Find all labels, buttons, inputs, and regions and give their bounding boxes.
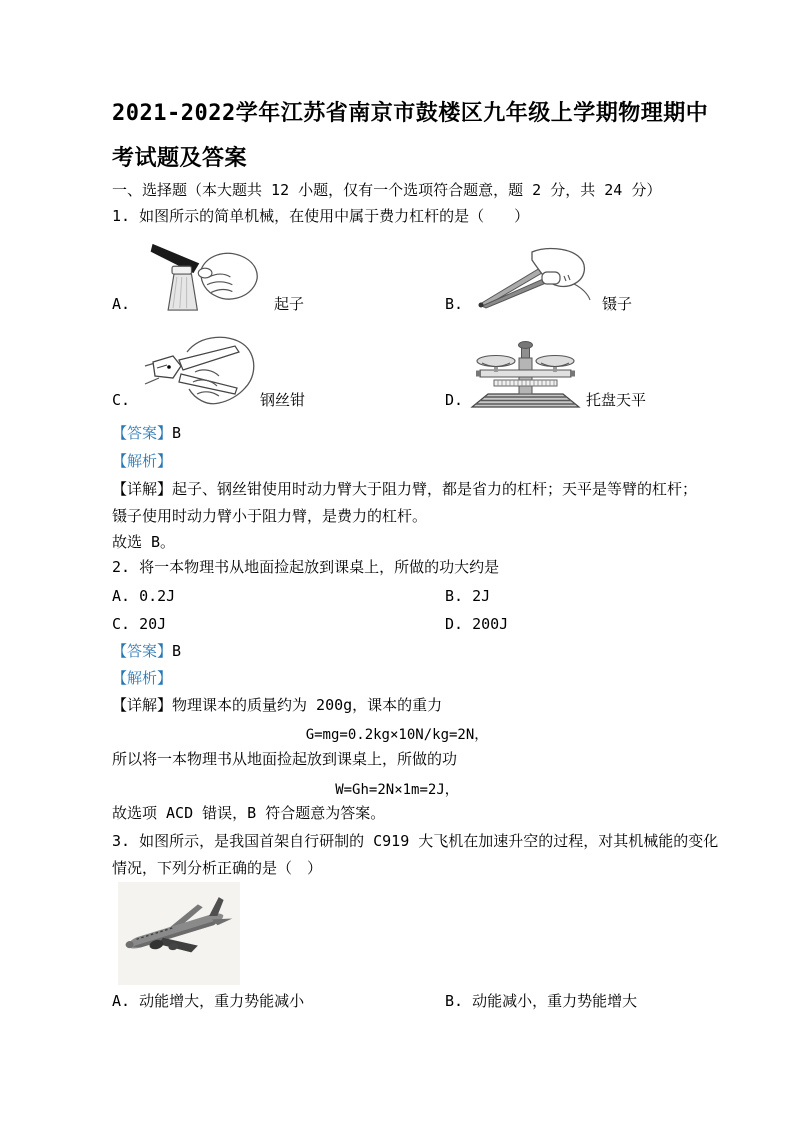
q3-option-b: B. 动能减小，重力势能增大 bbox=[445, 992, 638, 1010]
document-title-line1: 2021-2022学年江苏省南京市鼓楼区九年级上学期物理期中 bbox=[112, 101, 709, 126]
balance-scale-icon bbox=[468, 334, 583, 410]
section-header: 一、选择题（本大题共 12 小题，仅有一个选项符合题意，题 2 分，共 24 分） bbox=[112, 181, 662, 199]
q2-option-d: D. 200J bbox=[445, 615, 509, 633]
q1-option-c-caption: 钢丝钳 bbox=[260, 391, 306, 409]
bottle-opener-icon bbox=[150, 240, 268, 312]
q2-answer-value: B bbox=[172, 642, 182, 660]
q1-detail-line1: 【详解】起子、钢丝钳使用时动力臂大于阻力臂，都是省力的杠杆；天平是等臂的杠杆； bbox=[112, 480, 698, 498]
q1-option-d-label: D. bbox=[445, 391, 464, 409]
q3-stem-line2: 情况，下列分析正确的是（ ） bbox=[112, 859, 323, 877]
q2-answer-tag: 【答案】 bbox=[112, 642, 173, 660]
q2-option-a: A. 0.2J bbox=[112, 587, 176, 605]
q2-stem: 2. 将一本物理书从地面捡起放到课桌上，所做的功大约是 bbox=[112, 558, 500, 576]
q3-option-a: A. 动能增大，重力势能减小 bbox=[112, 992, 305, 1010]
q2-formula-gravity: G=mg=0.2kg×10N/kg=2N， bbox=[305, 727, 489, 743]
q1-option-c-label: C. bbox=[112, 391, 131, 409]
q1-analysis-tag: 【解析】 bbox=[112, 452, 173, 470]
q1-option-a-label: A. bbox=[112, 295, 131, 313]
q2-conclusion: 故选项 ACD 错误，B 符合题意为答案。 bbox=[112, 804, 386, 822]
q2-option-b: B. 2J bbox=[445, 587, 491, 605]
q1-answer-line bbox=[112, 425, 181, 442]
q3-stem-line1: 3. 如图所示，是我国首架自行研制的 C919 大飞机在加速升空的过程，对其机械能的变化 bbox=[112, 832, 719, 850]
q1-answer-tag: 【答案】 bbox=[112, 424, 173, 442]
wire-pliers-figure bbox=[143, 332, 260, 412]
document-title-line2: 考试题及答案 bbox=[112, 146, 248, 171]
q2-formula-work: W=Gh=2N×1m=2J， bbox=[335, 782, 459, 798]
tweezers-figure bbox=[472, 246, 592, 310]
q2-detail-mid: 所以将一本物理书从地面捡起放到课桌上，所做的功 bbox=[112, 750, 458, 768]
q2-detail-intro: 【详解】物理课本的质量约为 200g，课本的重力 bbox=[112, 696, 443, 714]
balance-scale-figure bbox=[468, 334, 583, 410]
tweezers-icon bbox=[472, 246, 592, 310]
q2-answer-line bbox=[112, 643, 181, 660]
q2-analysis-tag: 【解析】 bbox=[112, 669, 173, 687]
q1-conclusion: 故选 B。 bbox=[112, 533, 176, 551]
q1-stem: 1. 如图所示的简单机械，在使用中属于费力杠杆的是（ ） bbox=[112, 207, 530, 225]
q1-option-a-caption: 起子 bbox=[274, 295, 305, 313]
wire-pliers-icon bbox=[143, 332, 260, 412]
airplane-icon bbox=[118, 882, 240, 985]
q1-answer-value: B bbox=[172, 424, 182, 442]
bottle-opener-figure bbox=[150, 240, 268, 312]
q2-option-c: C. 20J bbox=[112, 615, 167, 633]
c919-airplane-photo bbox=[118, 882, 240, 985]
q1-option-d-caption: 托盘天平 bbox=[586, 391, 647, 409]
q1-option-b-caption: 镊子 bbox=[602, 295, 633, 313]
q1-option-b-label: B. bbox=[445, 295, 464, 313]
q1-detail-line2: 镊子使用时动力臂小于阻力臂，是费力的杠杆。 bbox=[112, 507, 428, 525]
